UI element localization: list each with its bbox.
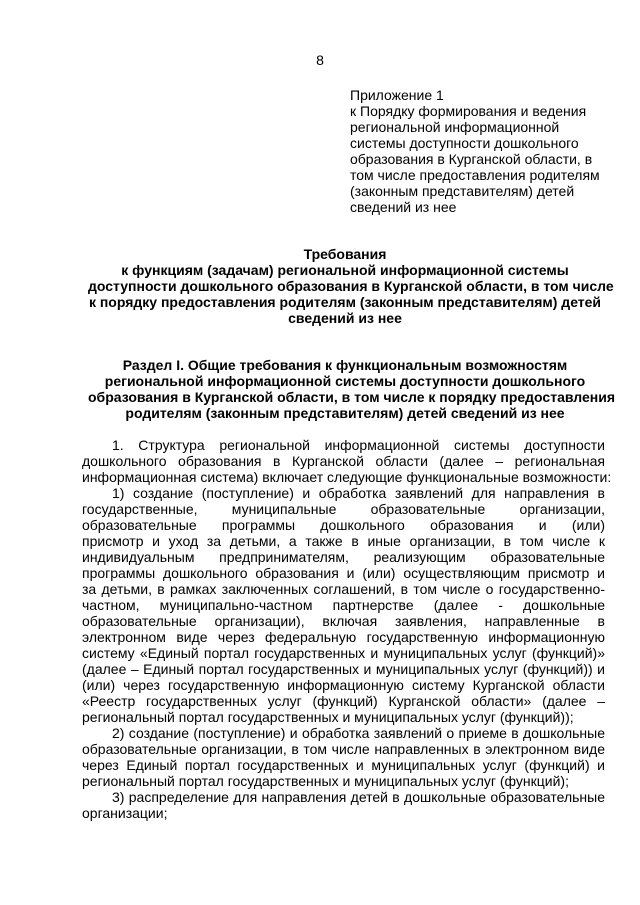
page-number: 8 <box>316 52 324 68</box>
title-line: сведений из нее <box>288 310 402 326</box>
section-heading-line: образования в Курганской области, в том числе к порядку предоставления <box>88 389 616 405</box>
body-line: образовательные программы дошкольного образования и (или) <box>82 517 605 533</box>
appendix-note <box>350 87 620 215</box>
appendix-line: образования в Курганской области, в <box>350 151 593 167</box>
body-line: образовательные организации, в том числе направленных в электронном виде <box>82 741 605 757</box>
body-line: региональный портал государственных и муниципальных услуг (функций)); <box>82 709 574 725</box>
body-line: «Реестр государственных услуг (функций) Курганской области» (далее – <box>82 693 605 709</box>
section-heading-line: Раздел I. Общие требования к функциональным возможностям <box>122 357 568 373</box>
section-heading-line: региональной информационной системы доступности дошкольного <box>104 373 586 389</box>
document-title <box>88 246 614 326</box>
appendix-line: к Порядку формирования и ведения <box>350 103 587 119</box>
body-line: через Единый портал государственных и муниципальных услуг (функций) и <box>82 757 605 773</box>
body-line: государственные, муниципальные образовательные организации, <box>82 501 605 517</box>
section-heading-line: родителям (законным представителям) детей сведений из нее <box>125 405 565 421</box>
body-line: индивидуальным предпринимателям, реализующим образовательные <box>82 549 605 565</box>
body-line: дошкольного образования в Курганской области (далее – региональная <box>82 453 605 469</box>
body-line: информационная система) включает следующие функциональные возможности: <box>82 469 612 485</box>
body-line: (или) через государственную информационную систему Курганской области <box>82 677 605 693</box>
body-line: (далее – Единый портал государственных и муниципальных услуг (функций)) и <box>82 661 605 677</box>
appendix-line: сведений из нее <box>350 199 457 215</box>
body-line: электронном виде через федеральную государственную информационную <box>82 629 605 645</box>
title-line: к порядку предоставления родителям (законным представителям) детей <box>88 294 602 310</box>
title-line: доступности дошкольного образования в Курганской области, в том числе <box>88 278 614 294</box>
body-text <box>82 437 612 821</box>
body-line: организации; <box>82 805 168 821</box>
body-line: образовательные организации), включая заявления, направленные в <box>82 613 605 629</box>
body-line: региональный портал государственных и муниципальных услуг (функций); <box>82 773 569 789</box>
appendix-line: Приложение 1 <box>350 87 444 103</box>
body-line: программы дошкольного образования и (или) осуществляющим присмотр и <box>82 565 605 581</box>
appendix-line: (законным представителям) детей <box>350 183 575 199</box>
title-line: к функциям (задачам) региональной информационной системы <box>121 262 569 278</box>
body-line: присмотр и уход за детьми, а также в иные организации, в том числе к <box>82 533 605 549</box>
body-line: частном, муниципально-частном партнерстве (далее - дошкольные <box>82 597 605 613</box>
body-line: 2) создание (поступление) и обработка заявлений о приеме в дошкольные <box>112 725 605 741</box>
body-line: 1) создание (поступление) и обработка заявлений для направления в <box>112 485 605 501</box>
section-heading <box>88 357 616 421</box>
appendix-line: системы доступности дошкольного <box>350 135 579 151</box>
body-line: систему «Единый портал государственных и муниципальных услуг (функций)» <box>82 645 605 661</box>
appendix-line: том числе предоставления родителям <box>350 167 600 183</box>
appendix-line: региональной информационной <box>350 119 560 135</box>
body-line: 1. Структура региональной информационной системы доступности <box>112 437 605 453</box>
title-line: Требования <box>303 246 387 262</box>
body-line: за детьми, в рамках заключенных соглашений, в том числе о государственно- <box>82 581 605 597</box>
body-line: 3) распределение для направления детей в дошкольные образовательные <box>112 789 605 805</box>
